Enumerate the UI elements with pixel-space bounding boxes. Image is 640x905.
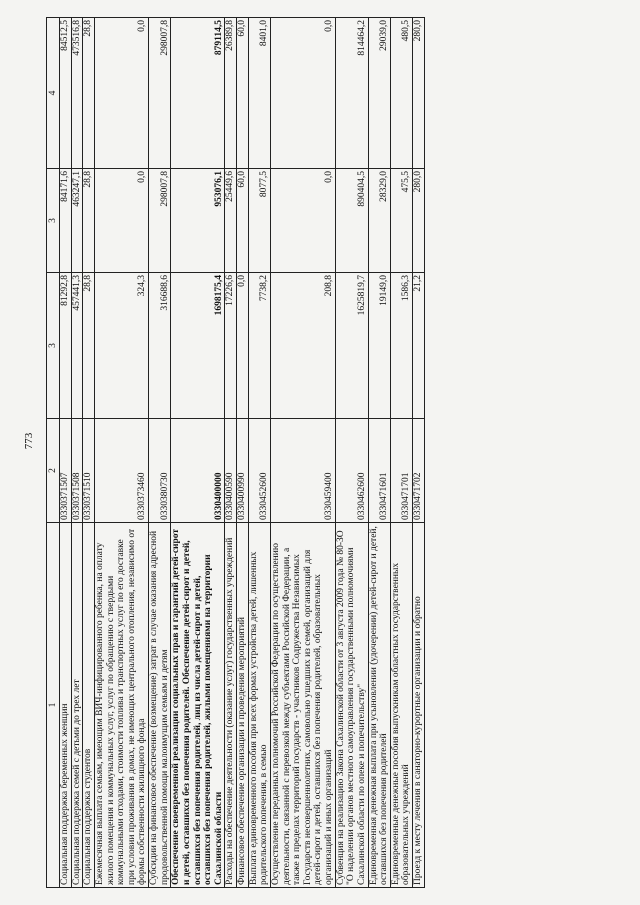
budget-table [46, 17, 425, 888]
row-description: Социальная поддержка беременных женщин [60, 523, 72, 888]
row-value-1: 21,2 [413, 273, 425, 419]
header-value-3: 4 [47, 18, 60, 169]
row-code: 0330452600 [248, 419, 270, 523]
row-value-3: 8401,0 [248, 18, 270, 169]
row-value-3: 879114,5 [171, 18, 225, 169]
table-row [237, 18, 249, 888]
table-row [413, 18, 425, 888]
row-value-2: 953076,1 [171, 169, 225, 273]
row-code: 0330400590 [225, 419, 237, 523]
table-row [60, 18, 72, 888]
row-description: Финансовое обеспечение организации и проведения мероприятий [237, 523, 249, 888]
table-body [60, 18, 425, 888]
row-code: 0330371507 [60, 419, 72, 523]
row-value-1: 0,0 [237, 273, 249, 419]
table-row [171, 18, 225, 888]
row-value-3: 814464,2 [335, 18, 368, 169]
table-row [390, 18, 412, 888]
table-row [94, 18, 148, 888]
row-code: 0330400990 [237, 419, 249, 523]
row-code: 0330373460 [94, 419, 148, 523]
row-value-3: 84512,5 [60, 18, 72, 169]
row-description: Осуществление переданных полномочий Российской Федерации по осуществлению деятельности, связанной с перевозкой между субъектами Российской Федерации, а также в пределах территорий государств - участников Содружества Независимых Государств несовершеннолетних, самовольно ушедших из семей, организаций для детей-сирот и детей, оставшихся без попечения родителей, образовательных организаций и иных организаций [270, 523, 335, 888]
row-code: 0330471702 [413, 419, 425, 523]
table-row [248, 18, 270, 888]
row-value-3: 480,5 [390, 18, 412, 169]
header-value-1: 3 [47, 273, 60, 419]
row-value-3: 60,0 [237, 18, 249, 169]
row-code: 0330471701 [390, 419, 412, 523]
row-value-1: 324,3 [94, 273, 148, 419]
row-value-1: 457441,3 [71, 273, 83, 419]
header-value-2: 3 [47, 169, 60, 273]
rotated-page-content [46, 18, 586, 888]
row-value-1: 1586,3 [390, 273, 412, 419]
row-description: Проезд к месту лечения в санаторно-курортные организации и обратно [413, 523, 425, 888]
table-row [71, 18, 83, 888]
table-row [368, 18, 390, 888]
row-value-2: 8077,5 [248, 169, 270, 273]
row-value-3: 29039,0 [368, 18, 390, 169]
row-code: 0330371510 [83, 419, 95, 523]
header-code: 2 [47, 419, 60, 523]
row-value-2: 25449,6 [225, 169, 237, 273]
row-value-1: 1625819,7 [335, 273, 368, 419]
row-value-3: 0,0 [94, 18, 148, 169]
page-number: 773 [23, 432, 35, 450]
row-value-1: 28,8 [83, 273, 95, 419]
row-value-3: 280,0 [413, 18, 425, 169]
row-value-1: 81292,8 [60, 273, 72, 419]
row-description: Единовременная денежная выплата при усыновлении (удочерении) детей-сирот и детей, оставшихся без попечения родителей [368, 523, 390, 888]
row-value-3: 298007,8 [149, 18, 171, 169]
row-description: Субсидии на финансовое обеспечение (возмещение) затрат в случае оказания адресной продовольственной помощи малоимущим семьям и детям [149, 523, 171, 888]
row-value-3: 473516,8 [71, 18, 83, 169]
row-value-2: 890404,5 [335, 169, 368, 273]
row-code: 0330462600 [335, 419, 368, 523]
row-value-2: 0,0 [94, 169, 148, 273]
row-code: 0330371508 [71, 419, 83, 523]
row-description: Ежемесячная выплата семьям, имеющим ВИЧ-инфицированного ребенка, на оплату жилого помещения и коммунальных услуг, услуг по обращению с твердыми коммунальными отходами, стоимости топлива и транспортных услуг по его доставке при условии проживания в домах, не имеющих центрального отопления, независимо от формы собственности жилищного фонда [94, 523, 148, 888]
row-value-2: 28329,0 [368, 169, 390, 273]
row-description: Субвенция на реализацию Закона Сахалинской области от 3 августа 2009 года № 80-ЗО "О наделении органов местного самоуправления государственными полномочиями Сахалинской области по опеке и попечительству" [335, 523, 368, 888]
header-description: 1 [47, 523, 60, 888]
row-code: 0330380730 [149, 419, 171, 523]
row-description: Социальная поддержка семей с детьми до трех лет [71, 523, 83, 888]
table-row [149, 18, 171, 888]
row-code: 0330459400 [270, 419, 335, 523]
row-value-1: 19149,0 [368, 273, 390, 419]
row-value-3: 28,8 [83, 18, 95, 169]
row-description: Единовременные денежные пособия выпускникам областных государственных образовательных учреждений [390, 523, 412, 888]
row-value-2: 475,5 [390, 169, 412, 273]
table-row [225, 18, 237, 888]
row-description: Социальная поддержка студентов [83, 523, 95, 888]
row-code: 0330400000 [171, 419, 225, 523]
row-value-1: 208,8 [270, 273, 335, 419]
row-value-1: 1698175,4 [171, 273, 225, 419]
row-value-1: 7738,2 [248, 273, 270, 419]
row-value-2: 0,0 [270, 169, 335, 273]
row-value-2: 84171,6 [60, 169, 72, 273]
row-value-1: 17226,6 [225, 273, 237, 419]
row-code: 0330471601 [368, 419, 390, 523]
row-value-2: 60,0 [237, 169, 249, 273]
row-description: Обеспечение своевременной реализации социальных прав и гарантий детей-сирот и детей, оставшихся без попечения родителей. Обеспечение детей-сирот и детей, оставшихся без попечения родителей, лиц из числа детей-сирот и детей, оставшихся без попечения родителей, жилыми помещениями на территории Сахалинской области [171, 523, 225, 888]
row-value-2: 280,0 [413, 169, 425, 273]
table-header-row [47, 18, 60, 888]
table-row [270, 18, 335, 888]
row-description: Расходы на обеспечение деятельности (оказание услуг) государственных учреждений [225, 523, 237, 888]
row-value-2: 298007,8 [149, 169, 171, 273]
table-row [83, 18, 95, 888]
row-value-3: 0,0 [270, 18, 335, 169]
row-value-3: 26389,8 [225, 18, 237, 169]
row-value-2: 28,8 [83, 169, 95, 273]
row-description: Выплата единовременного пособия при всех формах устройства детей, лишенных родительского попечения, в семью [248, 523, 270, 888]
table-row [335, 18, 368, 888]
row-value-1: 316688,6 [149, 273, 171, 419]
row-value-2: 463247,1 [71, 169, 83, 273]
